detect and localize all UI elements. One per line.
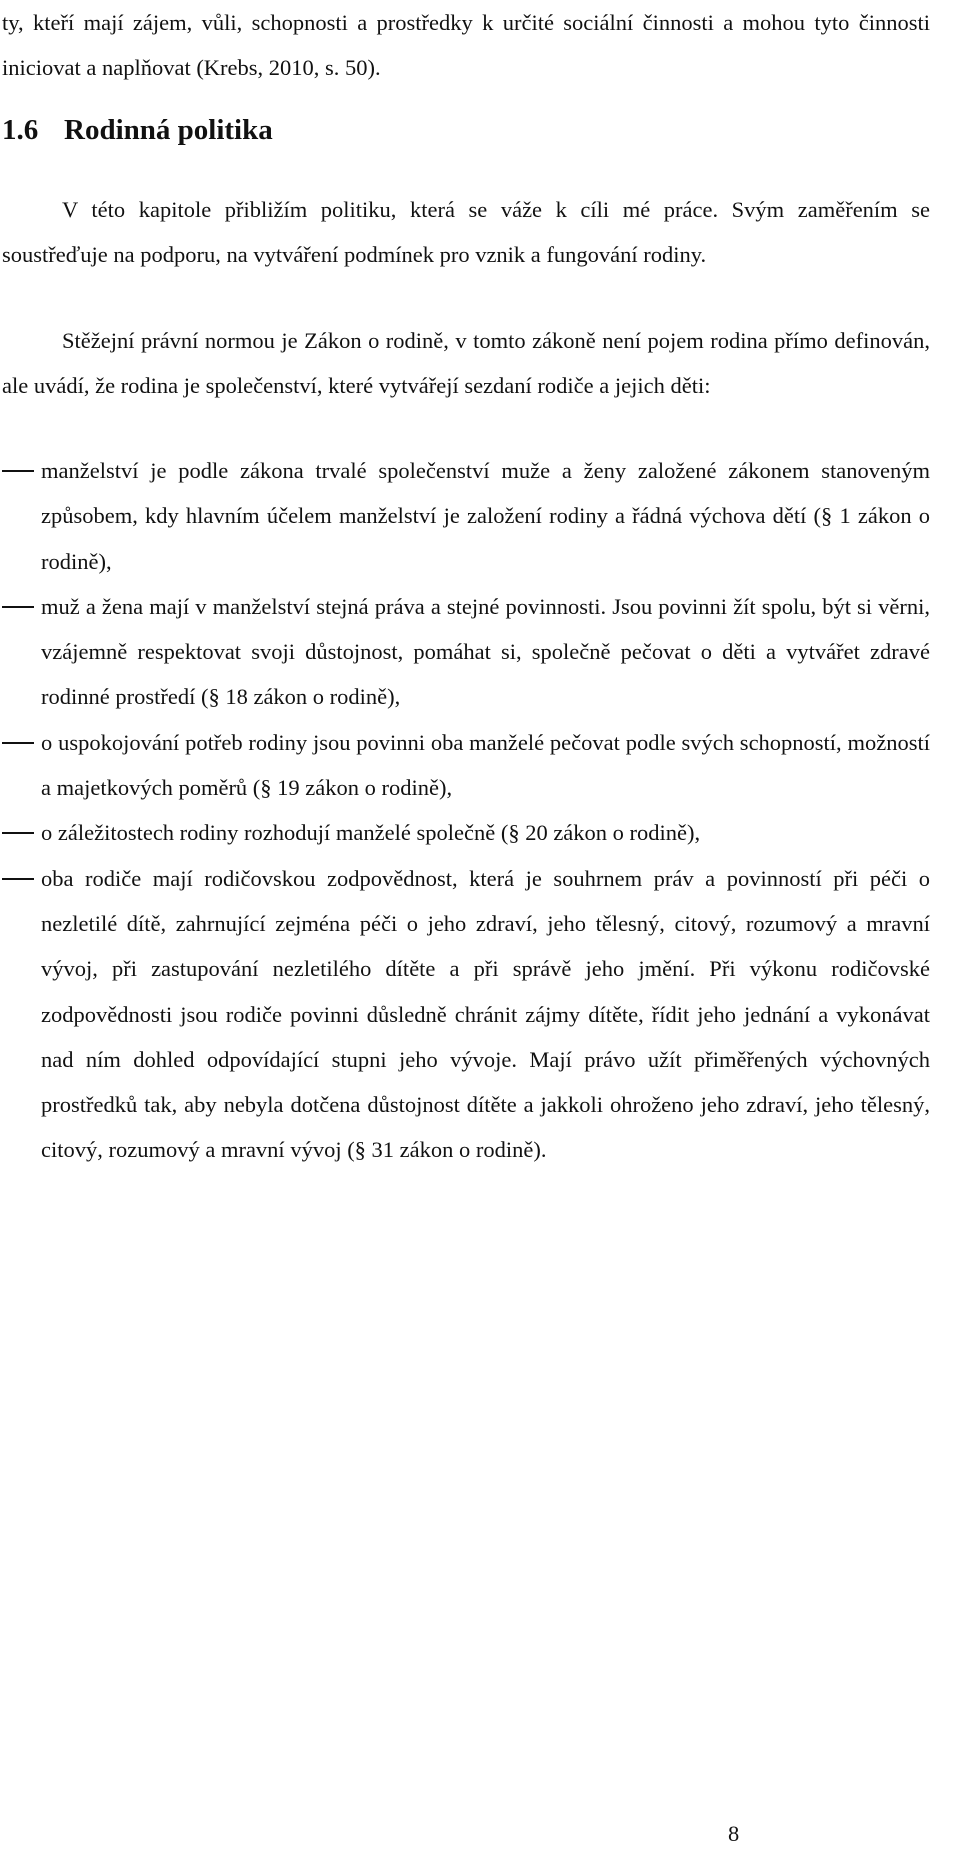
rights-list [0, 448, 930, 1173]
dash-bullet-icon [2, 470, 34, 472]
page-number: 8 [728, 1821, 740, 1846]
list-item-text: manželství je podle zákona trvalé společenství muže a ženy založené zákonem stanoveným způsobem, kdy hlavním účelem manželství je založení rodiny a řádná výchova dětí (§ 1 zákon o rodině), [41, 458, 930, 574]
body-paragraph-1: V této kapitole přibližím politiku, která se váže k cíli mé práce. Svým zaměřením se soustřeďuje na podporu, na vytváření podmínek pro vznik a fungování rodiny. [2, 197, 930, 268]
list-item-text: oba rodiče mají rodičovskou zodpovědnost, která je souhrnem práv a povinností při péči o nezletilé dítě, zahrnující zejména péči o jeho zdraví, jeho tělesný, citový, rozumový a mravní vývoj, při zastupování nezletilého dítěte a při správě jeho jmění. Při výkonu rodičovské zodpovědnosti jsou rodiče povinni důsledně chránit zájmy dítěte, řídit jeho jednání a vykonávat nad ním dohled odpovídající stupni jeho vývoje. Mají právo užít přiměřených výchovných prostředků tak, aby nebyla dotčena důstojnost dítěte a jakkoli ohroženo jeho zdraví, jeho tělesný, citový, rozumový a mravní vývoj (§ 31 zákon o rodině). [41, 865, 930, 1163]
list-item-text: muž a žena mají v manželství stejná práva a stejné povinnosti. Jsou povinni žít spolu, být si věrni, vzájemně respektovat svoji důstojnost, pomáhat si, společně pečovat o děti a vytvářet zdravé rodinné prostředí (§ 18 zákon o rodině), [41, 593, 930, 710]
intro-paragraph: ty, kteří mají zájem, vůli, schopnosti a prostředky k určité sociální činnosti a mohou tyto činnosti iniciovat a naplňovat (Krebs, 2010, s. 50). [2, 10, 930, 81]
list-item [0, 810, 930, 855]
dash-bullet-icon [2, 742, 34, 744]
list-item [0, 584, 930, 720]
list-item [0, 856, 930, 1173]
list-item [0, 448, 930, 584]
dash-bullet-icon [2, 878, 34, 880]
dash-bullet-icon [2, 832, 34, 834]
dash-bullet-icon [2, 606, 34, 608]
section-title: Rodinná politika [64, 114, 273, 146]
list-item [0, 720, 930, 811]
list-item-text: o uspokojování potřeb rodiny jsou povinni oba manželé pečovat podle svých schopností, možností a majetkových poměrů (§ 19 zákon o rodině), [41, 729, 930, 801]
section-number: 1.6 [2, 114, 39, 146]
section-heading [2, 110, 273, 150]
list-item-text: o záležitostech rodiny rozhodují manželé společně (§ 20 zákon o rodině), [41, 820, 701, 846]
body-paragraph-2: Stěžejní právní normou je Zákon o rodině, v tomto zákoně není pojem rodina přímo definován, ale uvádí, že rodina je společenství, které vytvářejí sezdaní rodiče a jejich děti: [2, 328, 930, 399]
